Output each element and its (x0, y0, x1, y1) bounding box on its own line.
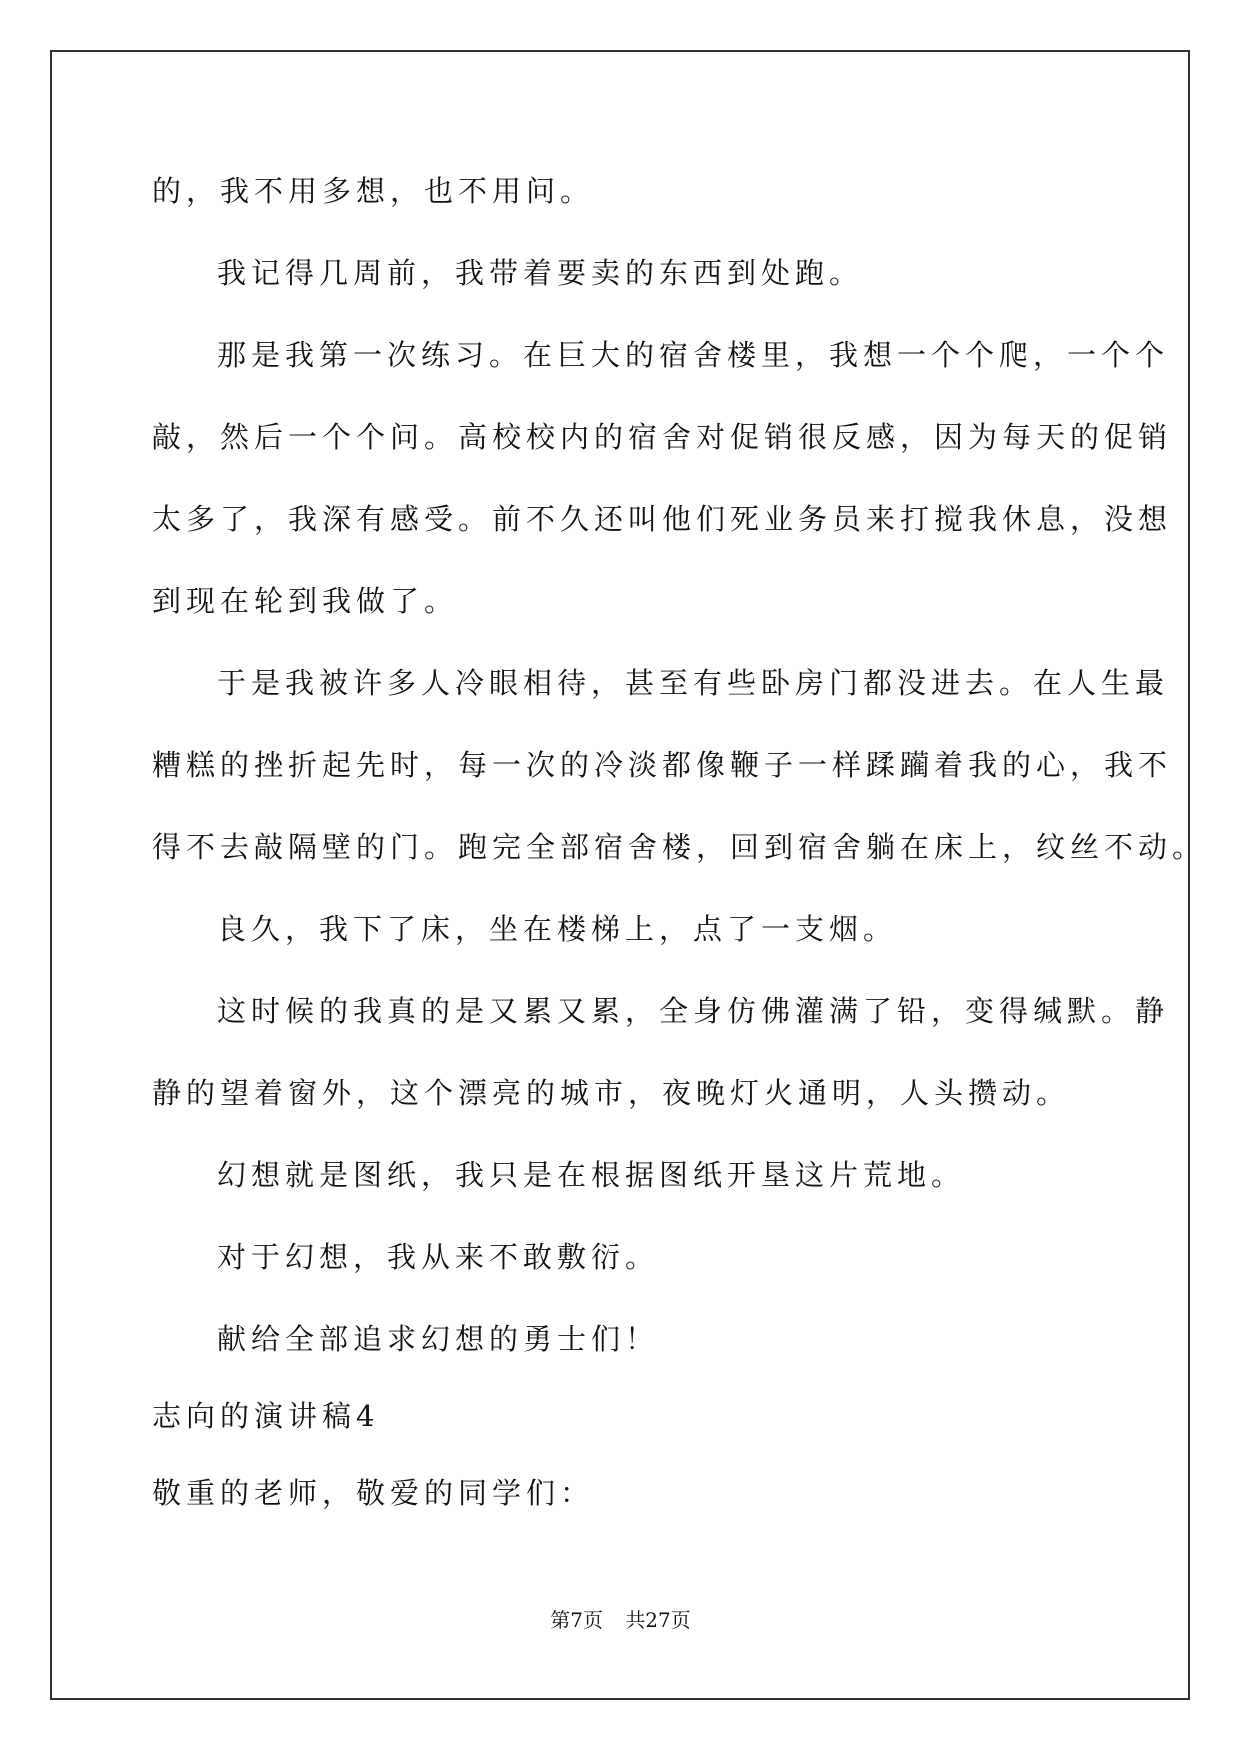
text-line: 糟糕的挫折起先时，每一次的冷淡都像鞭子一样蹂躏着我的心，我不 (152, 748, 1173, 782)
text-line: 到现在轮到我做了。 (152, 584, 459, 618)
page-number: 第7页 (550, 1608, 603, 1632)
text-line: 太多了，我深有感受。前不久还叫他们死业务员来打搅我休息，没想 (152, 502, 1173, 536)
text-line: 敲，然后一个个问。高校校内的宿舍对促销很反感，因为每天的促销 (152, 420, 1173, 454)
text-line: 于是我被许多人冷眼相待，甚至有些卧房门都没进去。在人生最 (217, 666, 1170, 700)
salutation-line: 敬重的老师，敬爱的同学们： (152, 1476, 595, 1510)
text-line: 幻想就是图纸，我只是在根据图纸开垦这片荒地。 (217, 1158, 966, 1192)
text-line: 那是我第一次练习。在巨大的宿舍楼里，我想一个个爬，一个个 (217, 338, 1170, 372)
text-line: 我记得几周前，我带着要卖的东西到处跑。 (217, 256, 864, 290)
text-line: 的，我不用多想，也不用问。 (152, 174, 595, 208)
text-line: 静的望着窗外，这个漂亮的城市，夜晚灯火通明，人头攒动。 (152, 1076, 1071, 1110)
page-total: 共27页 (625, 1608, 691, 1632)
document-body (152, 166, 1207, 1550)
text-line: 良久，我下了床，坐在楼梯上，点了一支烟。 (217, 912, 898, 946)
text-line: 献给全部追求幻想的勇士们！ (217, 1322, 660, 1356)
text-line: 对于幻想，我从来不敢敷衍。 (217, 1240, 660, 1274)
text-line: 这时候的我真的是又累又累，全身仿佛灌满了铅，变得缄默。静 (217, 994, 1170, 1028)
page-footer (0, 1606, 1241, 1634)
text-line: 得不去敲隔壁的门。跑完全部宿舍楼，回到宿舍躺在床上，纹丝不动。 (152, 830, 1207, 864)
section-heading: 志向的演讲稿4 (152, 1399, 380, 1433)
